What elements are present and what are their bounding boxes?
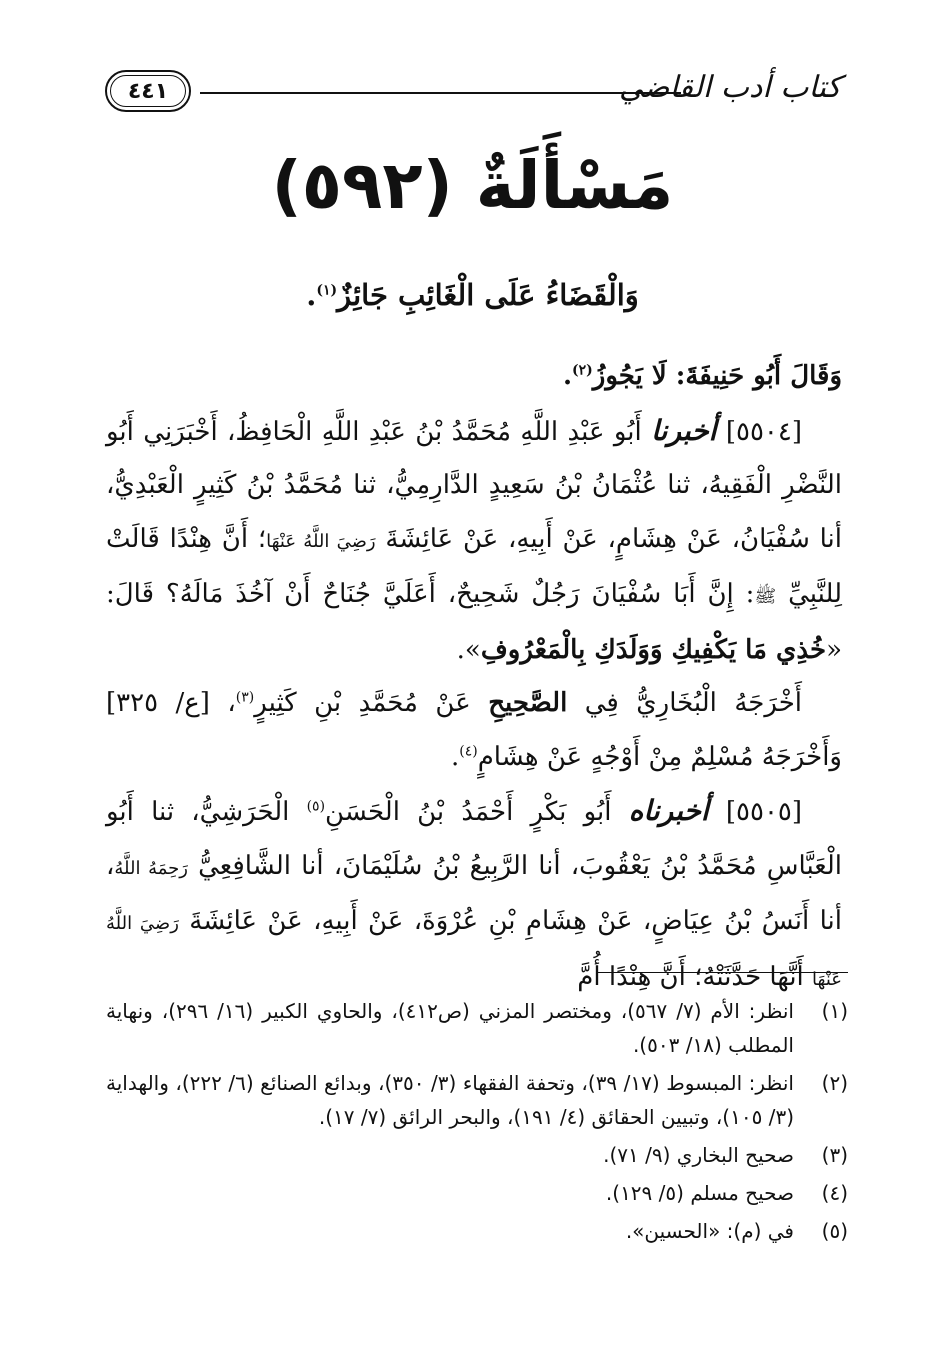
issue-statement [0, 270, 945, 320]
statement-end: . [306, 278, 317, 312]
abu-hanifa-label: وَقَالَ أَبُو حَنِيفَةَ: [675, 361, 842, 391]
footnote-number: (٣) [821, 1143, 848, 1167]
hadith-quote: خُذِي مَا يَكْفِيكِ وَوَلَدَكِ بِالْمَعْرُوفِ [480, 634, 827, 665]
takhrij-end: . [450, 741, 460, 772]
footnote-item [106, 1214, 848, 1248]
takhrij-paragraph [106, 677, 842, 784]
hadith-keyword: أخبرناه [628, 794, 709, 827]
footnote-number: (٥) [821, 1219, 848, 1243]
hadith-text: : إِنَّ أَبَا سُفْيَانَ رَجُلٌ شَحِيحٌ، أَعَلَيَّ جُنَاحٌ أَنْ آخُذَ مَالَهُ؟ قَالَ: « [106, 579, 842, 665]
hadith-number: [٥٥٠٤] [725, 416, 803, 447]
footnote-text: انظر: الأم (٧/ ٥٦٧)، ومختصر المزني (ص٤١٢)، والحاوي الكبير (١٦/ ٢٩٦)، ونهاية المطلب (١٨/ ٥٠٣). [106, 999, 794, 1057]
footnote-text: صحيح البخاري (٩/ ٧١). [603, 1143, 794, 1167]
hadith-isnad: أَبُو بَكْرٍ أَحْمَدُ بْنُ الْحَسَنِ [325, 797, 612, 827]
abu-hanifa-text: لَا يَجُوزُ [592, 361, 667, 391]
takhrij-text: ، [ع/ ٣٢٥] وَأَخْرَجَهُ مُسْلِمٌ مِنْ أَوْجُهٍ عَنْ هِشَامٍ [106, 688, 842, 772]
honorific-salla: ﷺ [754, 586, 777, 607]
header-rule [200, 92, 681, 94]
takhrij-sahih: الصَّحِيحِ [488, 688, 568, 718]
honorific-rahimahu: رَحِمَهُ اللَّهُ [114, 857, 188, 879]
hadith-number: [٥٥٠٥] [725, 797, 803, 827]
honorific-radiya: رَضِيَ اللَّهُ عَنْهَا [266, 530, 376, 552]
footnote-ref: (٢) [572, 362, 593, 379]
page-number-badge: ٤٤١ [105, 70, 191, 112]
footnote-ref: (٣) [235, 689, 255, 706]
footnote-text: انظر: المبسوط (١٧/ ٣٩)، وتحفة الفقهاء (٣/ ٣٥٠)، وبدائع الصنائع (٦/ ٢٢٢)، والهداية (٣/ ١٠٥)، وتبيين الحقائق (٤/ ١٩١)، والبحر الرائق (٧/ ١٧). [106, 1071, 794, 1129]
hadith-isnad: ، أنا أَنَسُ بْنُ عِيَاضٍ، عَنْ هِشَامِ بْنِ عُرْوَةَ، عَنْ أَبِيهِ، عَنْ عَائِشَةَ [106, 850, 843, 936]
issue-title: مَسْأَلَةٌ (٥٩٢) [271, 147, 674, 224]
footnote-number: (١) [821, 999, 848, 1023]
page-header [105, 62, 841, 118]
footnote-item [106, 994, 848, 1062]
footnote-item [106, 1066, 848, 1134]
takhrij-text: عَنْ مُحَمَّدِ بْنِ كَثِيرٍ [254, 688, 471, 718]
footnote-ref: (١) [316, 282, 338, 299]
statement-text: وَالْقَضَاءُ عَلَى الْغَائِبِ جَائِزٌ [337, 278, 639, 312]
hadith-end: ». [456, 634, 481, 665]
footnote-number: (٢) [821, 1071, 848, 1095]
running-title: كتاب أدب القاضي [619, 70, 841, 105]
footnote-text: صحيح مسلم (٥/ ١٢٩). [605, 1181, 794, 1205]
footnote-number: (٤) [821, 1181, 848, 1205]
footnote-ref: (٤) [459, 742, 478, 759]
hadith-keyword: أخبرنا [651, 413, 717, 447]
hadith-isnad: أَبُو عَبْدِ اللَّهِ مُحَمَّدُ بْنُ عَبْدِ اللَّهِ الْحَافِظُ، أَخْبَرَنِي أَبُو النَّضْرِ الْفَقِيهُ، ثنا عُثْمَانُ بْنُ سَعِيدٍ الدَّارِمِيُّ، ثنا مُحَمَّدُ بْنُ كَثِيرٍ الْعَبْدِيُّ، أنا سُفْيَانُ، عَنْ هِشَامٍ، عَنْ أَبِيهِ، عَنْ عَائِشَةَ [106, 416, 843, 554]
abu-hanifa-end: . [562, 361, 573, 391]
honorific-radiya: رَضِيَ اللَّهُ عَنْهَا [106, 913, 842, 990]
footnote-item [106, 1176, 848, 1210]
footnote-ref: (٥) [306, 798, 326, 815]
hadith-text: ؛ أَنَّ هِنْدًا قَالَتْ لِلنَّبِيِّ [106, 523, 842, 609]
footnote-separator [598, 972, 848, 973]
hadith-5504 [106, 404, 842, 678]
main-text [106, 350, 842, 1006]
footnote-text: في (م): «الحسين». [625, 1219, 794, 1243]
hadith-text: أَنَّهَا حَدَّثَتْهُ؛ أَنَّ هِنْدًا أُمَّ [577, 961, 804, 992]
hadith-isnad: الْحَرَشِيُّ، ثنا أَبُو الْعَبَّاسِ مُحَمَّدُ بْنُ يَعْقُوبَ، أنا الرَّبِيعُ بْنُ سُلَيْمَانَ، أنا الشَّافِعِيُّ [106, 797, 842, 881]
takhrij-text: أَخْرَجَهُ الْبُخَارِيُّ فِي [584, 688, 803, 718]
footnote-item [106, 1138, 848, 1172]
footnotes [106, 994, 848, 1252]
abu-hanifa-opinion [106, 350, 842, 404]
